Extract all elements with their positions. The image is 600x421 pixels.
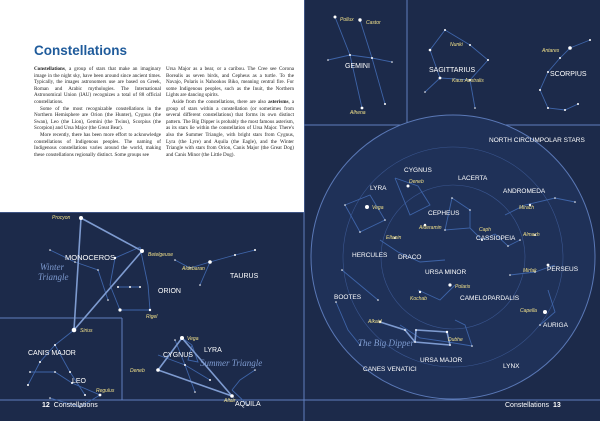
- asterism-label-winter: Winter: [40, 262, 64, 272]
- paragraph: [34, 66, 161, 106]
- term-asterisms: asterisms: [268, 98, 289, 105]
- star-label-eltanin: Eltanin: [386, 235, 402, 241]
- constellation-label-aquila: AQUILA: [235, 401, 261, 408]
- constellation-label-taurus: TAURUS: [230, 273, 259, 280]
- star-label-mirach: Mirach: [519, 205, 535, 211]
- star-label-antares: Antares: [542, 48, 560, 54]
- circumpolar-title: NORTH CIRCUMPOLAR STARS: [489, 137, 585, 144]
- asterism-label-big-dipper: The Big Dipper: [358, 338, 414, 348]
- constellation-label-cygnus: CYGNUS: [163, 352, 193, 359]
- constellation-label-lyra-north: LYRA: [370, 185, 387, 192]
- paragraph-text: Aside from the constellations, there are also: [172, 98, 269, 105]
- footer-left: [38, 402, 98, 409]
- paragraph: Some of the most recognizable constellations in the Northern Hemisphere are Orion (the Hunter), Cygnus (the Swan), Leo (the Lion), Gemini (the Twins), Scorpius (the Scorpion) and Ursa Major (the Great Bear).: [34, 105, 161, 132]
- constellation-label-bootes: BOOTES: [334, 294, 362, 301]
- star-label-almach: Almach: [523, 232, 540, 238]
- constellation-label-cygnus-north: CYGNUS: [404, 167, 432, 174]
- star-label-rigel: Rigel: [146, 314, 158, 320]
- paragraph: [166, 99, 294, 158]
- constellation-label-canes-venatici: CANES VENATICI: [363, 366, 417, 373]
- star-label-altair: Altair: [224, 398, 236, 404]
- paragraph: Ursa Major as a bear, or a caribou. The Cree see Corona Borealis as seven birds, and Cepheus as a turtle. To the Navajo, Polaris is Nahookos Biko, meaning central fire. For some Indigenous peoples, such as the Inuit, the Northern Lights are dancing spirits.: [166, 66, 294, 99]
- star-label-aldebaran: Aldebaran: [182, 266, 205, 272]
- constellation-label-gemini: GEMINI: [345, 63, 370, 70]
- star-label-caph: Caph: [479, 227, 491, 233]
- footer-right: [505, 402, 565, 409]
- text-column-right: [166, 66, 294, 158]
- text-column-left: [34, 66, 161, 158]
- constellation-label-hercules: HERCULES: [352, 252, 388, 259]
- constellation-label-monoceros: MONOCEROS: [65, 253, 116, 262]
- star-label-deneb: Deneb: [130, 368, 145, 374]
- asterism-label-triangle: Triangle: [38, 272, 69, 282]
- constellation-label-draco: DRACO: [398, 254, 422, 261]
- star-label-sirius: Sirius: [80, 328, 93, 334]
- constellation-label-cepheus: CEPHEUS: [428, 210, 460, 217]
- star-label-polaris: Polaris: [455, 284, 471, 290]
- paragraph-text: , a group of stars that make an imaginary image in the night sky, have been around since ancient times. Typically, the images astronomers use are based on Greek, Roman and Arabic mythologies. The International Astronomical Union (IAU) recognizes a total of 88 official constellations.: [34, 66, 161, 105]
- page-title: Constellations: [34, 43, 128, 58]
- star-label-kochab: Kochab: [410, 296, 427, 302]
- constellation-label-camelopardalis: CAMELOPARDALIS: [460, 295, 520, 302]
- star-label-alkaid: Alkaid: [368, 319, 382, 325]
- star-label-deneb-north: Deneb: [409, 179, 424, 185]
- running-footer: Constellations: [53, 402, 98, 409]
- term-constellations: Constellations: [34, 66, 65, 72]
- running-footer: Constellations: [505, 402, 549, 409]
- star-label-vega-north: Vega: [372, 205, 384, 211]
- paragraph-text: , a group of stars within a constellation (or sometimes from several different constellations) that forms its own distinct pattern. The Big Dipper is probably the most famous asterism, as its stars lie within the constellation of Ursa Major. There's also the Summer Triangle, with bright stars from Cygnus, Lyra (the Lyre) and Aquila (the Eagle), and the Winter Triangle with stars from Orion, Canis Major (the Great Dog) and Canis Minor (the Little Dog).: [166, 98, 294, 158]
- constellation-label-perseus: PERSEUS: [547, 266, 579, 273]
- star-label-procyon: Procyon: [52, 215, 71, 221]
- star-label-alhena: Alhena: [350, 110, 366, 116]
- star-label-mirfak: Mirfak: [523, 268, 537, 274]
- star-label-castor: Castor: [366, 20, 381, 26]
- star-label-kaus-australis: Kaus Australis: [452, 78, 484, 84]
- paragraph: More recently, there has been more effort to acknowledge constellations of Indigenous peoples. The naming of Indigenous constellations varies around the world, making these constellations regionally distinct. Some groups see: [34, 131, 161, 158]
- star-label-pollux: Pollux: [340, 17, 354, 23]
- star-label-alderamin: Alderamin: [419, 225, 442, 231]
- star-label-nunki: Nunki: [450, 42, 463, 48]
- constellation-label-lynx: LYNX: [503, 363, 520, 370]
- asterism-label-summer-triangle: Summer Triangle: [200, 358, 263, 368]
- page-number: 12: [42, 402, 50, 409]
- constellation-label-lacerta: LACERTA: [458, 175, 488, 182]
- constellation-label-ursa-minor: URSA MINOR: [425, 269, 467, 276]
- constellation-label-canis-major: CANIS MAJOR: [28, 350, 76, 357]
- constellation-label-andromeda: ANDROMEDA: [503, 188, 546, 195]
- constellation-label-auriga: AURIGA: [543, 322, 568, 329]
- star-label-dubhe: Dubhe: [448, 337, 463, 343]
- star-label-capella: Capella: [520, 308, 537, 314]
- star-label-vega: Vega: [187, 336, 199, 342]
- constellation-label-leo: LEO: [72, 378, 87, 385]
- constellation-label-scorpius: SCORPIUS: [550, 71, 587, 78]
- constellation-label-cassiopeia: CASSIOPEIA: [476, 235, 516, 242]
- constellation-label-ursa-major: URSA MAJOR: [420, 357, 463, 364]
- constellation-label-lyra: LYRA: [204, 347, 222, 354]
- constellation-label-orion: ORION: [158, 288, 181, 295]
- star-label-betelgeuse: Betelgeuse: [148, 252, 174, 258]
- star-label-regulus: Regulus: [96, 388, 115, 394]
- page-number: 13: [552, 402, 561, 409]
- constellation-label-sagittarius: SAGITTARIUS: [429, 67, 476, 74]
- text-panel: [0, 0, 304, 212]
